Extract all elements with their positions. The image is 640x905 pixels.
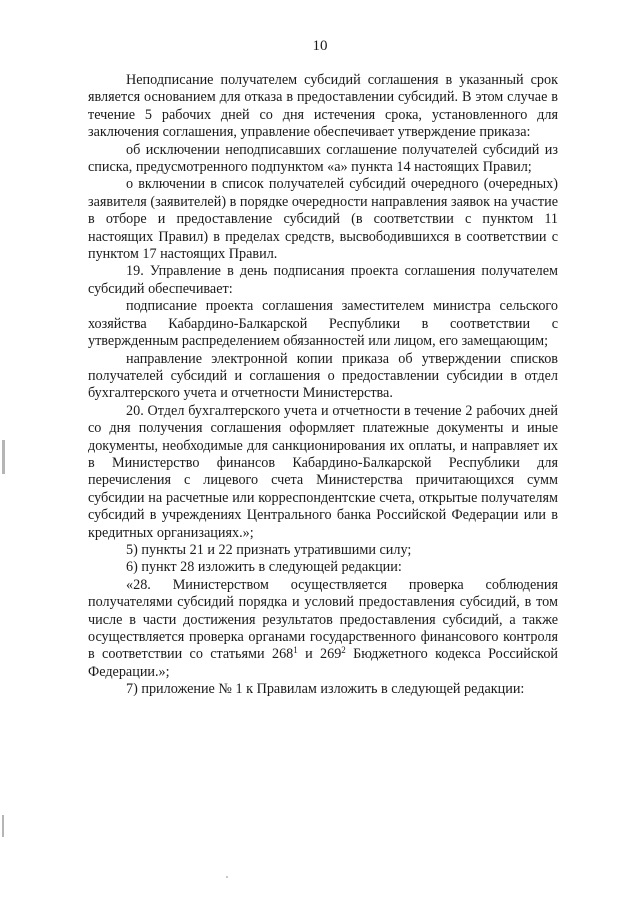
paragraph-28-ending: Бюджетного кодекса Российской Федерации.»; [88, 646, 559, 680]
paragraph: подписание проекта соглашения заместителем министра сельского хозяйства Кабардино-Балкарской Республики в соответствии с утвержденным распределением обязанностей или лицом, его замещающим; [88, 298, 558, 350]
paragraph-amendment-7: 7) приложение № 1 к Правилам изложить в следующей редакции: [126, 681, 525, 698]
paragraph: об исключении неподписавших соглашение получателей субсидий из списка, предусмотренного подпунктом «а» пункта 14 настоящих Правил; [88, 141, 558, 176]
document-body [88, 72, 558, 699]
paragraph: направление электронной копии приказа об утверждении списков получателей субсидий и соглашения о предоставлении субсидии в отдел бухгалтерского учета и отчетности Министерства. [88, 350, 558, 402]
paragraph-item-19: 19. Управление в день подписания проекта соглашения получателем субсидий обеспечивает: [88, 263, 558, 297]
paragraph: Неподписание получателем субсидий соглашения в указанный срок является основанием для отказа в предоставлении субсидий. В этом случае в течение 5 рабочих дней со дня истечения срока, установленного для заключения соглашения, управление обеспечивает утверждение приказа: [88, 72, 558, 141]
conjunction: и [297, 646, 321, 663]
article-269: 269 [320, 646, 342, 663]
page-number: 10 [312, 38, 328, 54]
article-268-superscript: 1 [293, 645, 298, 656]
article-269-superscript: 2 [341, 645, 346, 656]
paragraph-amendment-6: 6) пункт 28 изложить в следующей редакции: [126, 559, 402, 576]
paragraph-amendment-5: 5) пункты 21 и 22 признать утратившими силу; [126, 541, 412, 558]
paragraph-item-28 [88, 577, 558, 681]
article-268: 268 [271, 646, 294, 663]
paragraph-item-20: 20. Отдел бухгалтерского учета и отчетности в течение 2 рабочих дней со дня получения соглашения оформляет платежные документы и иные документы, необходимые для санкционирования их оплаты, и направляет их в Министерство финансов Кабардино-Балкарской Республики для перечисления с лицевого счета Министерства причитающихся сумм субсидии на расчетные или корреспондентские счета, открытые получателям субсидий в учреждениях Центрального банка Российской Федерации или в кредитных организациях.»; [88, 402, 558, 541]
scan-speck [226, 876, 228, 878]
scan-margin-mark [2, 440, 5, 474]
paragraph-28-text: «28. Министерством осуществляется проверка соблюдения получателями субсидий порядка и условий предоставления субсидий, в том числе в части достижения результатов предоставления субсидий, а также осуществляется проверка органами государственного финансового контроля в соответствии со статьями [88, 576, 558, 663]
scan-margin-mark [2, 815, 4, 837]
paragraph: о включении в список получателей субсидий очередного (очередных) заявителя (заявителей) в порядке очередности направления заявок на участие в отборе и предоставление субсидий (в соответствии с пунктом 11 настоящих Правил) в пределах средств, высвободившихся в соответствии с пунктом 17 настоящих Правил. [88, 176, 558, 263]
